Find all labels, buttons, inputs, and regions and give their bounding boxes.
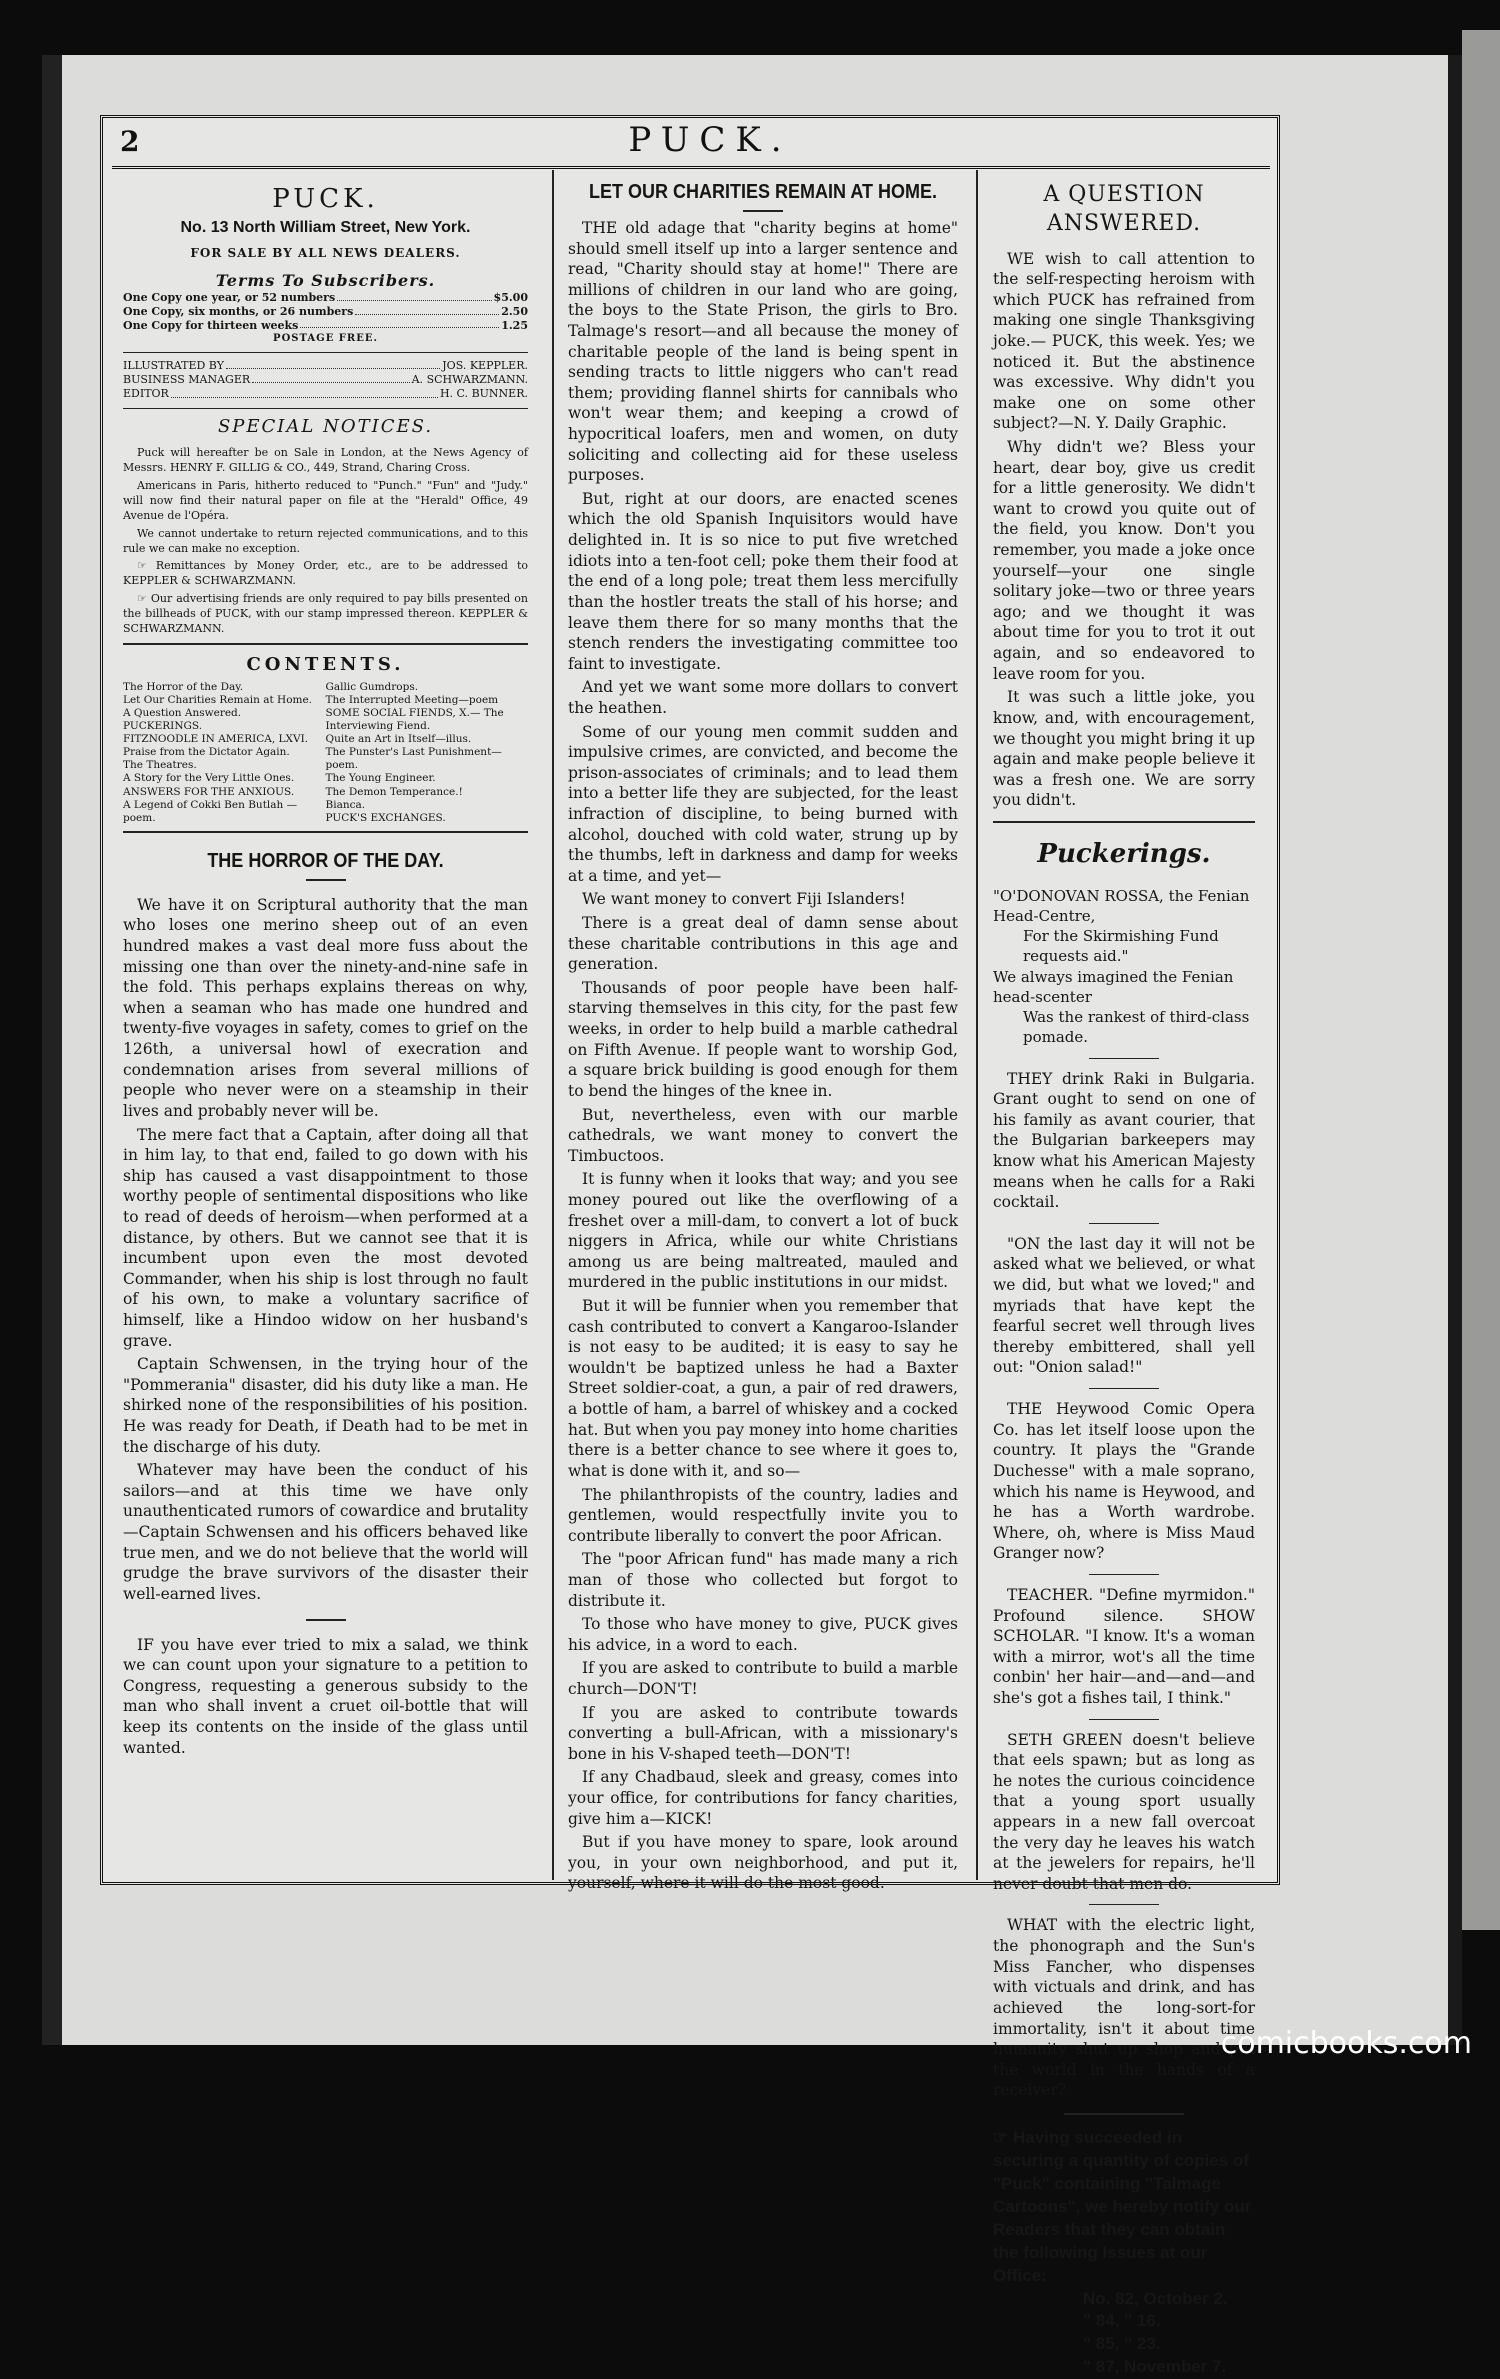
- for-sale-line: FOR SALE BY ALL NEWS DEALERS.: [190, 245, 461, 260]
- contents-item: The Punster's Last Punishment—poem.: [325, 746, 502, 772]
- contents-item: The Young Engineer.: [325, 772, 436, 785]
- column-left: [123, 178, 528, 1761]
- rate-row: One Copy, six months, or 26 numbers 2.50: [123, 304, 528, 318]
- staff-list: [123, 359, 528, 402]
- poem-line: "O'DONOVAN ROSSA, the Fenian Head-Centre,: [993, 886, 1250, 925]
- charities-article-title: LET OUR CHARITIES REMAIN AT HOME.: [589, 179, 937, 203]
- charities-paragraph: We want money to convert Fiji Islanders!: [582, 890, 906, 909]
- puckering-item: "ON the last day it will not be asked what we believed, or what we did, but what we loved;" and myriads that have kept the fearful secret well through lives thereby embittered, shall yell out: "Onion salad!": [993, 1234, 1255, 1377]
- contents-title: CONTENTS.: [246, 653, 405, 675]
- notice: ☞ Remittances by Money Order, etc., are to be addressed to KEPPLER & SCHWARZMANN.: [123, 559, 528, 588]
- staff-row: EDITOR H. C. BUNNER.: [123, 387, 528, 401]
- page-number: 2: [120, 125, 140, 158]
- contents-item: A Question Answered.: [123, 706, 242, 719]
- contents-item: The Theatres.: [123, 759, 197, 772]
- notice: Puck will hereafter be on Sale in London, at the News Agency of Messrs. HENRY F. GILLIG & CO., 449, Strand, Charing Cross.: [123, 446, 528, 475]
- contents-item: Praise from the Dictator Again.: [123, 746, 290, 759]
- issue-list: [993, 2288, 1255, 2379]
- contents-item: PUCKERINGS.: [123, 719, 203, 732]
- charities-paragraph: If any Chadbaud, sleek and greasy, comes into your office, for contributions for fancy charities, give him a—KICK!: [568, 1768, 958, 1828]
- notice: Americans in Paris, hitherto reduced to "Punch." "Fun" and "Judy." will now find their natural paper on file at the "Herald" Office, 49 Avenue de l'Opéra.: [123, 479, 528, 522]
- horror-paragraph: Whatever may have been the conduct of his sailors—and at this time we have only unauthenticated rumors of cowardice and brutality—Captain Schwensen and his officers behaved like true men, and we do not believe that the world will grudge the brave survivors of the disaster their well-earned lives.: [123, 1461, 528, 1603]
- talmage-cartoons-notice: ☞ Having succeeded in securing a quantity of copies of "Puck" containing "Talmage Cartoons", we hereby notify our Readers that they can obtain the following Issues at our Office:: [993, 2127, 1252, 2285]
- puckering-item: THE Heywood Comic Opera Co. has let itself loose upon the country. It plays the "Grande Duchesse" with a male soprano, which his name is Heywood, and he has a Worth wardrobe. Where, oh, where is Miss Maud Granger now?: [993, 1400, 1255, 1563]
- special-notices-title: SPECIAL NOTICES.: [217, 415, 434, 437]
- notice: ☞ Our advertising friends are only required to pay bills presented on the billheads of PUCK, with our stamp impressed thereon. KEPPLER & SCHWARZMANN.: [123, 592, 528, 635]
- issue-item: " 87, November 7.: [1083, 2357, 1227, 2377]
- charities-paragraph: But, nevertheless, even with our marble cathedrals, we want money to convert the Timbuctoos.: [568, 1105, 958, 1165]
- charities-paragraph: If you are asked to contribute towards converting a bull-African, with a missionary's bone in his V-shaped teeth—DON'T!: [568, 1703, 958, 1763]
- contents-item: Bianca.: [325, 798, 366, 811]
- charities-paragraph: The "poor African fund" has made many a rich man of those who collected but forgot to distribute it.: [568, 1550, 958, 1610]
- charities-paragraph: But if you have money to spare, look around you, in your own neighborhood, and put it, yourself, where it will do the most good.: [568, 1833, 958, 1893]
- question-paragraph: Why didn't we? Bless your heart, dear boy, give us credit for a little generosity. We didn't want to crowd you quite out of the field, you know. Don't you remember, you made a joke once yourself—your one single solitary joke—two or three years ago; and we thought it was about time for you to trot it out again, and so endeavored to leave room for you.: [993, 437, 1255, 683]
- charities-paragraph: If you are asked to contribute to build a marble church—DON'T!: [568, 1659, 958, 1698]
- issue-item: " 84, " 16.: [1083, 2311, 1161, 2331]
- charities-paragraph: And yet we want some more dollars to convert the heathen.: [568, 678, 958, 717]
- masthead-title: PUCK.: [628, 120, 792, 160]
- contents-item: The Interrupted Meeting—poem: [325, 693, 499, 706]
- page-right-edge: [1448, 55, 1462, 2045]
- puckering-item: SETH GREEN doesn't believe that eels spawn; but as long as he notes the curious coincidence that a young sport usually appears in a new fall overcoat the very day he leaves his watch at the jewelers for repairs, he'll never doubt that men do.: [993, 1730, 1255, 1893]
- contents-item: PUCK'S EXCHANGES.: [325, 811, 446, 824]
- charities-paragraph: THE old adage that "charity begins at home" should smell itself up into a larger sentence and read, "Charity should stay at home!" There are millions of children in our land who are going, the boys to the State Prison, the girls to Bro. Talmage's resort—and all because the money of charitable people of the land is being spent in sending tracts to little niggers who can't read them; providing flannel shirts for cannibals who won't wear them; and keeping a crowd of hypocritical loafers, men and women, on duty soliciting and collecting aid for these useless purposes.: [568, 218, 958, 485]
- poem-line: We always imagined the Fenian head-scenter: [993, 967, 1234, 1006]
- publication-name: PUCK.: [272, 184, 379, 214]
- contents-item: Gallic Gumdrops.: [325, 680, 419, 693]
- issue-item: No. 82, October 2.: [1083, 2288, 1228, 2308]
- puckering-item: TEACHER. "Define myrmidon." Profound silence. SHOW SCHOLAR. "I know. It's a woman with a mirror, wot's all the time conbin' her hair—and—and—and she's got a fishes tail, I think.": [993, 1585, 1255, 1707]
- contents-left-list: [123, 681, 326, 825]
- contents-item: A Story for the Very Little Ones.: [123, 772, 295, 785]
- column-divider-2: [976, 170, 978, 1880]
- adjacent-page-edge: [1462, 30, 1500, 1930]
- puckering-item: WHAT with the electric light, the phonograph and the Sun's Miss Fancher, who dispenses with victuals and drink, and has achieved the long-sort-for immortality, isn't it about time humanity shut up shop and put the world in the hands of a receiver?: [993, 1916, 1255, 2100]
- contents-right-list: [326, 681, 529, 825]
- rate-row: One Copy for thirteen weeks 1.25: [123, 318, 528, 332]
- contents-item: A Legend of Cokki Ben Butlah —poem.: [123, 798, 298, 824]
- question-paragraph: WE wish to call attention to the self-respecting heroism with which PUCK has refrained from making one single Thanksgiving joke.— PUCK, this week. Yes; we noticed it. But the abstinence was excessive. Why didn't you make one on some other subject?—N. Y. Daily Graphic.: [993, 249, 1255, 433]
- puckerings-title: Puckerings.: [1037, 838, 1211, 869]
- horror-paragraph: The mere fact that a Captain, after doing all that in him lay, to that end, failed to go down with his ship has caused a vast disappointment to those worthy people of sentimental dispositions who like to read of deeds of heroism—when performed at a distance, by others. But we cannot see that it is incumbent upon even the most devoted Commander, when his ship is lost through no fault of his own, to make a voluntary sacrifice of himself, like a Hindoo widow on her husband's grave.: [123, 1125, 528, 1350]
- charities-paragraph: To those who have money to give, PUCK gives his advice, in a word to each.: [568, 1615, 958, 1654]
- postage-line: POSTAGE FREE.: [273, 333, 378, 345]
- charities-paragraph: But, right at our doors, are enacted scenes which the old Spanish Inquisitors would have delighted in. It is so nice to put five wretched idiots into a ten-foot cell; poke them their food at the end of a long pole; treat them less mercifully than the hostler treats the stall of his horse; and leave them there for so many months that the stench renders the investigating committee too faint to investigate.: [568, 489, 958, 673]
- contents-item: FITZNOODLE IN AMERICA, LXVI.: [123, 733, 309, 745]
- contents-item: Let Our Charities Remain at Home.: [123, 693, 313, 706]
- horror-article-title: THE HORROR OF THE DAY.: [207, 848, 444, 872]
- charities-paragraph: But it will be funnier when you remember that cash contributed to convert a Kangaroo-Islander is not easy to be audited; it is easy to say he wouldn't be baptized unless he had a Baxter Street soldier-coat, a gun, a pair of red drawers, a bottle of ham, a barrel of whiskey and a cocked hat. But when you pay money into home charities there is a better chance to see where it goes to, what is done with it, and so—: [568, 1297, 959, 1480]
- contents-item: The Horror of the Day.: [123, 680, 244, 693]
- rate-row: One Copy one year, or 52 numbers $5.00: [123, 291, 528, 305]
- issue-item: " 85, " 23.: [1083, 2334, 1161, 2354]
- publication-address: No. 13 North William Street, New York.: [180, 218, 471, 236]
- poem-line: For the Skirmishing Fund requests aid.": [1023, 927, 1219, 966]
- column-divider-1: [552, 170, 554, 1880]
- question-paragraph: It was such a little joke, you know, and, with encouragement, we thought you might bring it up again and make people believe it was a fresh one. We are sorry you didn't.: [993, 688, 1255, 810]
- subscription-rates: [123, 291, 528, 332]
- rossa-poem: [993, 886, 1255, 1048]
- masthead-rule: [112, 166, 1270, 169]
- salad-paragraph: IF you have ever tried to mix a salad, we think we can count upon your signature to a petition to Congress, requesting a generous subsidy to the man who shall invent a cruet oil-bottle that will keep its contents on the inside of the glass until wanted.: [123, 1635, 528, 1757]
- notice: We cannot undertake to return rejected communications, and to this rule we can make no exception.: [123, 526, 528, 555]
- site-watermark: comicbooks.com: [1220, 2026, 1472, 2061]
- horror-paragraph: Captain Schwensen, in the trying hour of the "Pommerania" disaster, did his duty like a man. He shirked none of the responsibilities of his position. He was ready for Death, if Death had to be met in the discharge of his duty.: [123, 1355, 528, 1456]
- horror-paragraph: We have it on Scriptural authority that the man who loses one merino sheep out of an even hundred makes a vast deal more fuss about the missing one than over the ninety-and-nine safe in the fold. This perhaps explains thereas on why, when a seaman who has made one hundred and twenty-five voyages in safety, comes to grief on the 126th, a universal howl of execration and condemnation arises from several millions of people who never were on a steamship in their lives and probably never will be.: [123, 895, 528, 1120]
- column-right: [993, 178, 1255, 2379]
- question-answered-title: A QUESTION ANSWERED.: [1043, 182, 1205, 237]
- contents-item: SOME SOCIAL FIENDS, X.— The Interviewing Fiend.: [325, 706, 504, 732]
- charities-paragraph: Some of our young men commit sudden and impulsive crimes, are convicted, and become the prison-associates of criminals; and to lead them into a better life they are subjected, for the least infraction of discipline, to being burned with alcohol, douched with cold water, strung up by the thumbs, left in darkness and damp for weeks at a time, and yet—: [568, 722, 958, 885]
- table-of-contents: [123, 681, 528, 825]
- contents-item: ANSWERS FOR THE ANXIOUS.: [123, 785, 295, 798]
- poem-line: Was the rankest of third-class pomade.: [1023, 1008, 1250, 1047]
- contents-item: Quite an Art in Itself—illus.: [325, 733, 472, 745]
- charities-paragraph: Thousands of poor people have been half-starving themselves in this city, for the past few weeks, in order to help build a marble cathedral on Fifth Avenue. If people want to worship God, a square brick building is good enough for them to bend the hinges of the knee in.: [568, 978, 958, 1100]
- column-center: [568, 178, 958, 1897]
- charities-paragraph: The philanthropists of the country, ladies and gentlemen, would respectfully invite you to contribute liberally to convert the poor African.: [568, 1485, 958, 1545]
- binding-edge: [42, 55, 62, 2045]
- terms-title: Terms To Subscribers.: [215, 270, 436, 290]
- charities-paragraph: There is a great deal of damn sense about these charitable contributions in this age and generation.: [568, 914, 958, 974]
- staff-row: ILLUSTRATED BY JOS. KEPPLER.: [123, 358, 528, 372]
- puckering-item: THEY drink Raki in Bulgaria. Grant ought to send on one of his family as avant courier, that the Bulgarian barkeepers may know what his American Majesty means when he calls for a Raki cocktail.: [993, 1069, 1255, 1212]
- contents-item: The Demon Temperance.!: [325, 785, 463, 798]
- charities-paragraph: It is funny when it looks that way; and you see money poured out like the overflowing of a freshet over a mill-dam, to convert a lot of buck niggers in Africa, while our white Christians among us are being maltreated, mauled and murdered in the public institutions in our midst.: [568, 1170, 958, 1292]
- staff-row: BUSINESS MANAGER A. SCHWARZMANN.: [123, 372, 528, 386]
